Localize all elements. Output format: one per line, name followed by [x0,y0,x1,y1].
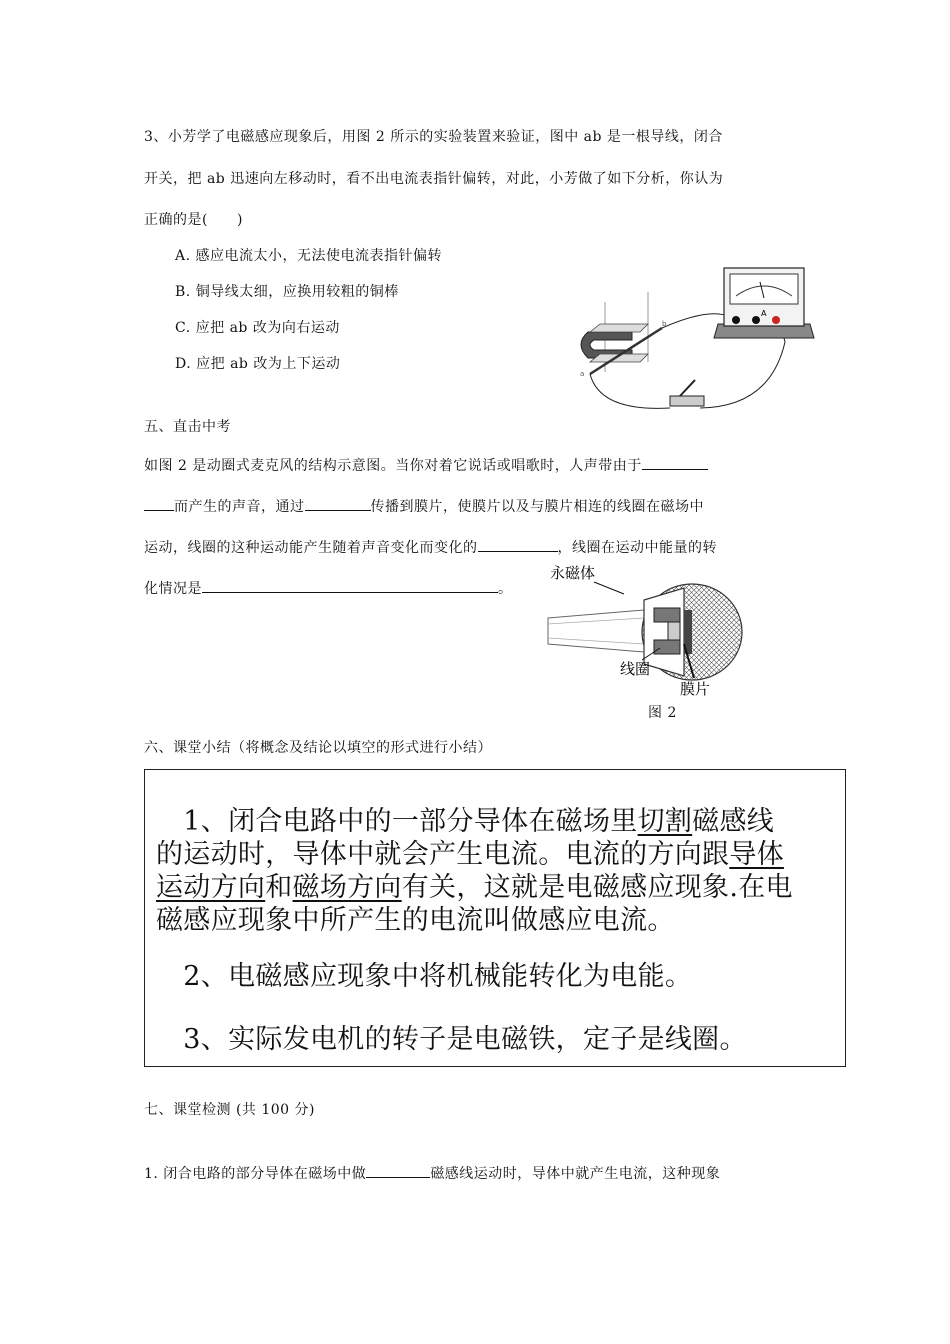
section6-heading: 六、课堂小结（将概念及结论以填空的形式进行小结） [144,740,492,756]
summary-item1-line1: 1、闭合电路中的一部分导体在磁场里切割磁感线 [156,806,775,837]
summary-item3: 3、实际发电机的转子是电磁铁，定子是线圈。 [156,1024,747,1055]
figure-2-caption: 图 2 [648,705,677,721]
summary-item1-line4: 磁感应现象中所产生的电流叫做感应电流。 [156,905,675,936]
section5-heading: 五、直击中考 [144,419,231,435]
q3-line-1: 3、小芳学了电磁感应现象后，用图 2 所示的实验装置来验证，图中 ab 是一根导线，闭合 [144,129,723,145]
section5-line-3: 运动，线圈的这种运动能产生随着声音变化而变化的 ，线圈在运动中能量的转 [144,537,717,558]
q3-option-d: D. 应把 ab 改为上下运动 [175,356,341,372]
section5-line-4: 化情况是 。 [144,578,513,599]
q3-line-2: 开关，把 ab 迅速向左移动时，看不出电流表指针偏转，对此，小芳做了如下分析，你认为 [144,171,724,187]
svg-text:b: b [662,320,667,328]
summary-item1-line3: 运动方向和磁场方向有关，这就是电磁感应现象.在电 [156,872,793,903]
section7-q1: 1. 闭合电路的部分导体在磁场中做 磁感线运动时，导体中就产生电流，这种现象 [144,1163,720,1184]
section5-line-1: 如图 2 是动圈式麦克风的结构示意图。当你对着它说话或唱歌时，人声带由于 [144,455,708,476]
section7-heading: 七、课堂检测 (共 100 分) [144,1102,315,1118]
q3-line-3: 正确的是( ) [144,212,243,228]
experiment-apparatus-figure [570,262,820,422]
svg-text:膜片: 膜片 [680,680,711,698]
q3-option-a: A. 感应电流太小，无法使电流表指针偏转 [175,248,443,264]
section5-line-2: 而产生的声音，通过 传播到膜片，使膜片以及与膜片相连的线圈在磁场中 [144,496,704,517]
svg-text:A: A [761,309,767,318]
svg-text:永磁体: 永磁体 [550,564,596,582]
q3-option-c: C. 应把 ab 改为向右运动 [175,320,340,336]
svg-text:线圈: 线圈 [620,660,651,678]
svg-text:a: a [580,370,585,378]
summary-item1-line2: 的运动时，导体中就会产生电流。电流的方向跟导体 [156,839,784,870]
microphone-figure [544,560,784,700]
q3-option-b: B. 铜导线太细，应换用较粗的铜棒 [175,284,399,300]
summary-item2: 2、电磁感应现象中将机械能转化为电能。 [156,961,693,992]
